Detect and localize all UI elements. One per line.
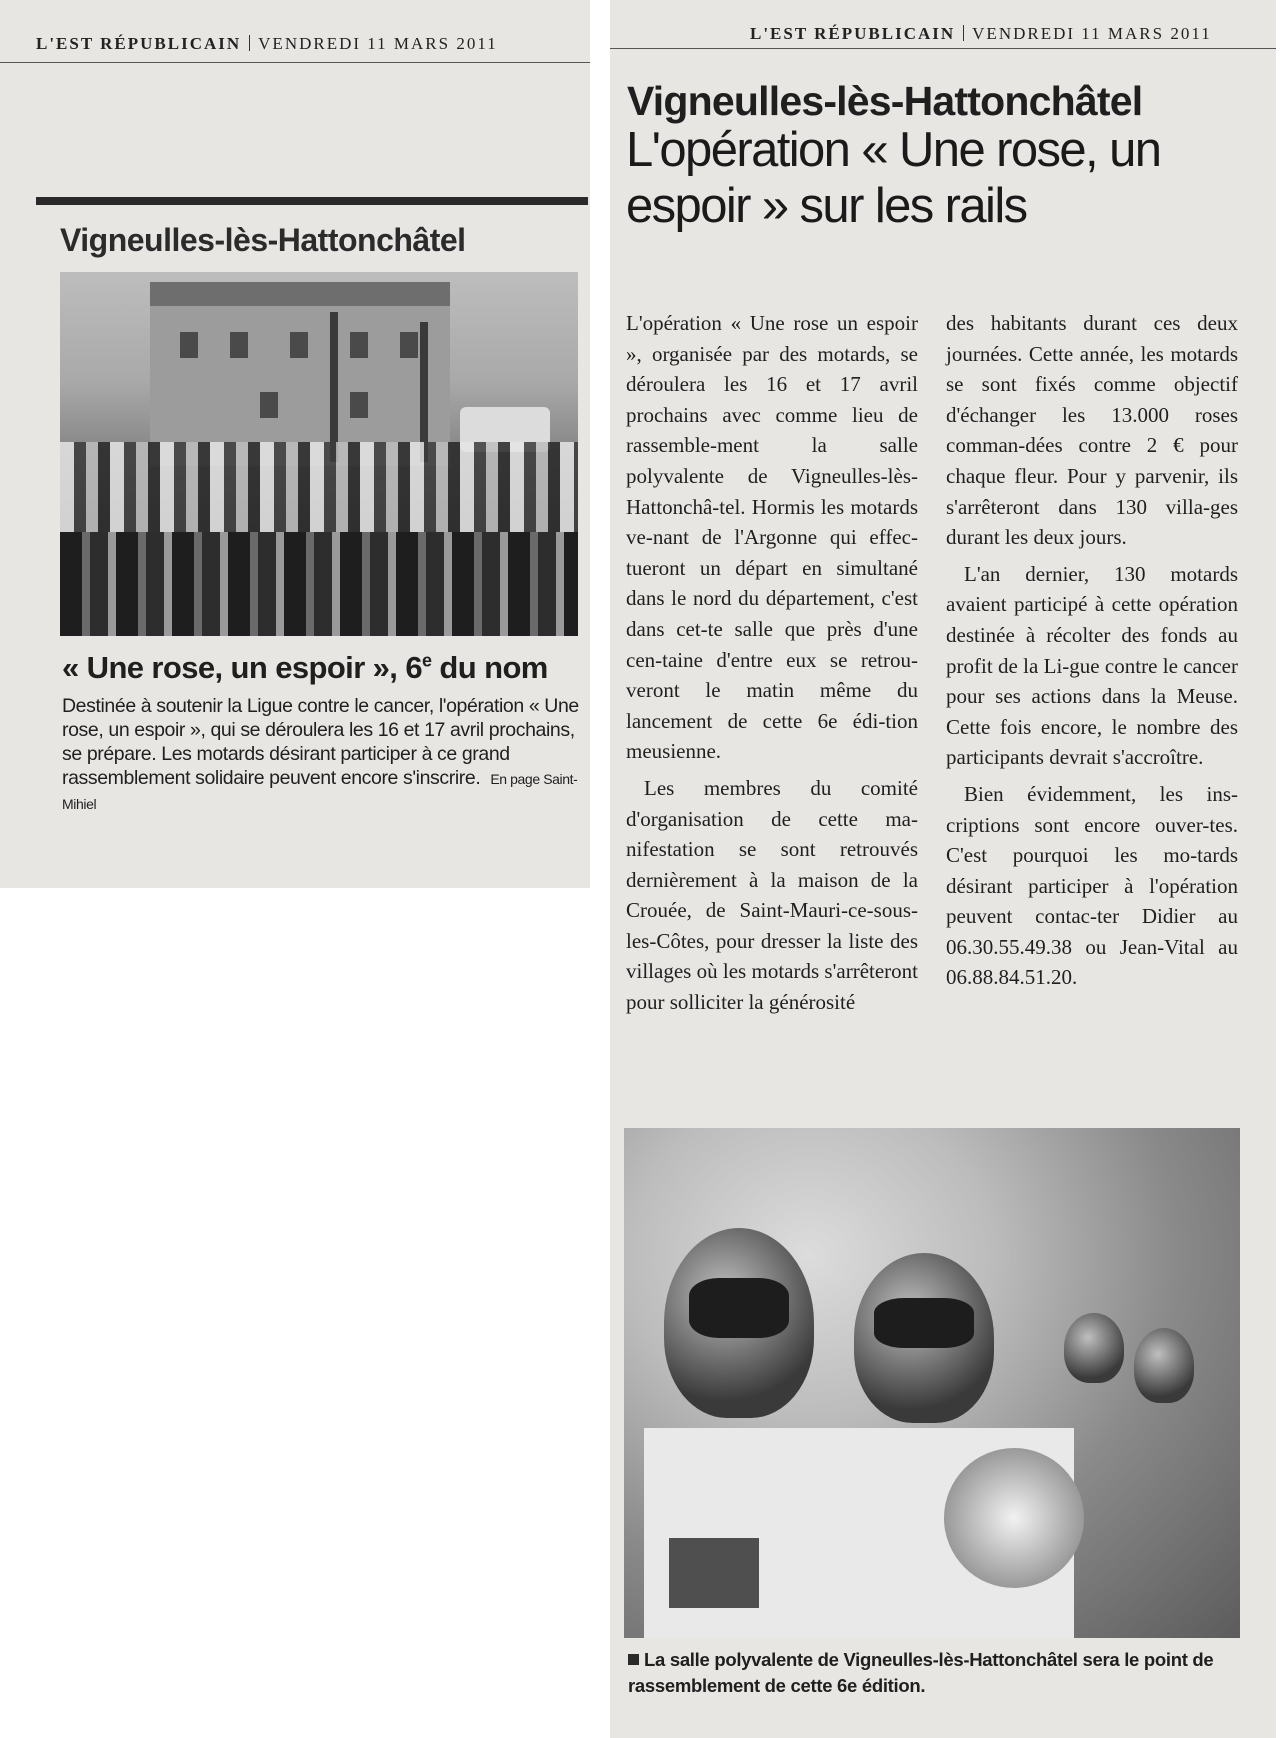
paragraph: des habitants durant ces deux journées. Cette année, les motards se sont fixés comme objectif d'échanger les 13.000 roses comman-dées contre 2 € pour chaque fleur. Pour y parvenir, ils s'arrêteront dans 130 villa-ges durant les deux jours. <box>946 311 1238 550</box>
article-column-1 <box>626 308 918 1024</box>
paragraph: L'opération « Une rose un espoir », organisée par des motards, se déroulera les 16 et 17 avril prochains avec comme lieu de rassemble-ment la salle polyvalente de Vigneulles-lès-Hattonchâ-tel. Hormis les motards ve-nant de l'Argonne qui effec-tueront un départ en simultané dans le nord du département, c'est dans cet-te salle que près d'une cen-taine d'entre eux se retrou-veront le matin même du lancement de cette 6e édi-tion meusienne. <box>626 311 918 764</box>
caption-bullet <box>628 1654 639 1665</box>
newspaper-name: L'EST RÉPUBLICAIN <box>750 24 956 43</box>
section-bar <box>36 197 588 205</box>
helmet <box>1064 1313 1124 1383</box>
article-headline: L'opération « Une rose, un espoir » sur les rails <box>626 123 1161 233</box>
kicker: Vigneulles-lès-Hattonchâtel <box>60 222 466 258</box>
building <box>150 282 450 466</box>
paragraph: Les membres du comité d'organisation de cette ma-nifestation se sont retrouvés dernièrement à la maison de la Crouée, de Saint-Mauri-ce-sous-les-Côtes, pour dresser la liste des villages où les motards s'arrêteront pour solliciter la générosité <box>626 775 918 1015</box>
roses-bouquet <box>944 1448 1084 1588</box>
paragraph: Bien évidemment, les ins-criptions sont encore ouver-tes. C'est pourquoi les mo-tards désirant participer à l'opération peuvent contac-ter Didier au 06.30.55.49.38 ou Jean-Vital au 06.88.84.51.20. <box>946 781 1238 990</box>
masthead-rule <box>0 62 590 63</box>
photo-caption: La salle polyvalente de Vigneulles-lès-Hattonchâtel sera le point de rassemblement de cette 6e édition. <box>628 1649 1214 1696</box>
kicker: Vigneulles-lès-Hattonchâtel <box>627 78 1143 124</box>
masthead-divider <box>249 35 250 51</box>
masthead-right <box>750 24 1212 44</box>
motorcyclists-gathering-photo <box>60 272 578 636</box>
motorcycles <box>60 532 578 636</box>
page-reference: En page Saint-Mihiel <box>62 771 578 812</box>
helmeted-bikers-photo <box>624 1128 1240 1638</box>
article-column-2 <box>946 308 1238 999</box>
newspaper-name: L'EST RÉPUBLICAIN <box>36 34 242 53</box>
masthead-divider <box>963 25 964 41</box>
publication-date: VENDREDI 11 MARS 2011 <box>258 34 498 53</box>
paragraph: L'an dernier, 130 motards avaient participé à cette opération destinée à récolter des fonds au profit de la Li-gue contre le cancer pour ses actions dans la Meuse. Cette fois encore, le nombre des participants devrait s'accroître. <box>946 561 1238 770</box>
masthead-rule <box>610 48 1276 49</box>
helmet <box>1134 1328 1194 1403</box>
masthead-left <box>36 34 498 54</box>
lead-paragraph: Destinée à soutenir la Ligue contre le cancer, l'opération « Une rose, un espoir », qui se déroulera les 16 et 17 avril prochains, se prépare. Les motards désirant participer à ce grand rassemblement solidaire peuvent encore s'inscrire. En page Saint-Mihiel <box>62 695 579 812</box>
ligue-badge <box>669 1538 759 1608</box>
publication-date: VENDREDI 11 MARS 2011 <box>972 24 1212 43</box>
headline-left: « Une rose, un espoir », 6e du nom <box>62 650 548 685</box>
